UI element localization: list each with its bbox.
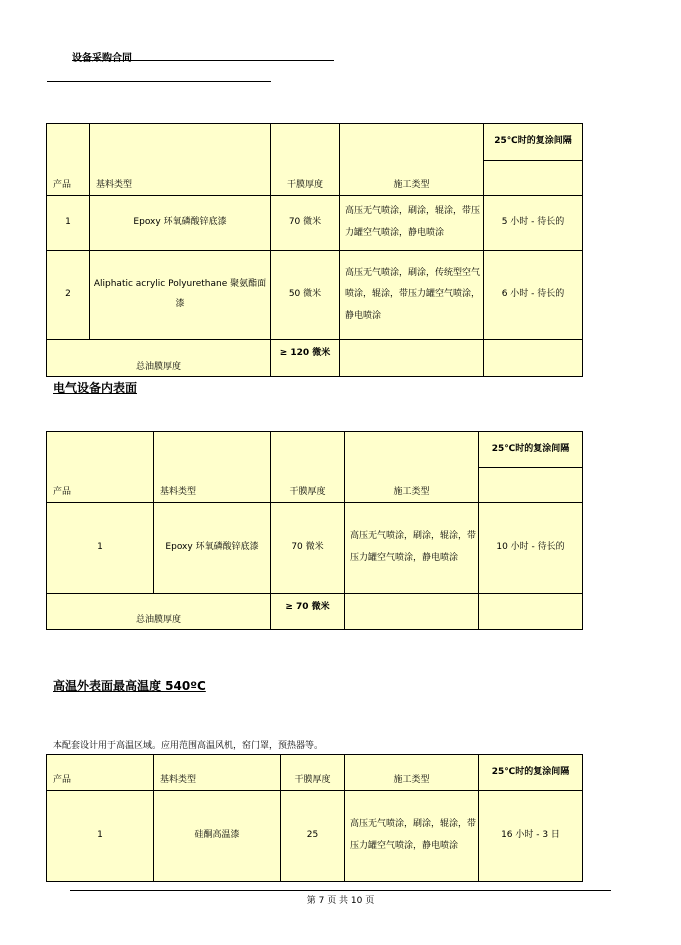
empty-cell: [340, 340, 484, 377]
product-number: 1: [47, 196, 90, 251]
recoat-sub-cell: [479, 468, 583, 503]
total-thickness-label: 总油膜厚度: [47, 340, 271, 377]
col-header-dft: 干膜厚度: [271, 124, 340, 196]
total-row: [47, 340, 583, 377]
col-header-product: 产品: [47, 755, 154, 791]
recoat-interval: 16 小时 - 3 日: [479, 791, 583, 882]
recoat-interval: 10 小时 - 待长的: [479, 503, 583, 594]
empty-cell: [345, 594, 479, 630]
empty-cell: [479, 594, 583, 630]
application-method: 高压无气喷涂，刷涂，辊涂，带压力罐空气喷涂，静电喷涂: [340, 196, 484, 251]
recoat-interval: 5 小时 - 待长的: [484, 196, 583, 251]
recoat-sub-cell: [484, 161, 583, 196]
empty-cell: [484, 340, 583, 377]
col-header-base-type: 基料类型: [154, 755, 281, 791]
base-type: Epoxy 环氧磷酸锌底漆: [154, 503, 271, 594]
base-type: Epoxy 环氧磷酸锌底漆: [90, 196, 271, 251]
dry-film-thickness: 70 微米: [271, 196, 340, 251]
total-thickness-value: ≥ 70 微米: [271, 594, 345, 630]
dry-film-thickness: 70 微米: [271, 503, 345, 594]
table-row: [47, 791, 583, 882]
table-row: [47, 196, 583, 251]
application-method: 高压无气喷涂，刷涂，辊涂，带压力罐空气喷涂，静电喷涂: [345, 503, 479, 594]
col-header-recoat: 25℃时的复涂间隔: [479, 755, 583, 791]
header-underline: [72, 60, 334, 61]
col-header-base-type: 基料类型: [90, 124, 271, 196]
total-row: [47, 594, 583, 630]
base-type: Aliphatic acrylic Polyurethane 聚氨酯面漆: [90, 251, 271, 340]
dry-film-thickness: 50 微米: [271, 251, 340, 340]
col-header-method: 施工类型: [345, 755, 479, 791]
application-method: 高压无气喷涂，刷涂，传统型空气喷涂，辊涂，带压力罐空气喷涂，静电喷涂: [340, 251, 484, 340]
recoat-interval: 6 小时 - 待长的: [484, 251, 583, 340]
col-header-recoat: 25℃时的复涂间隔: [479, 432, 583, 468]
page-number: 第 7 页 共 10 页: [306, 896, 375, 906]
document-header-title: 设备采购合同: [72, 53, 132, 64]
application-method: 高压无气喷涂，刷涂，辊涂，带压力罐空气喷涂，静电喷涂: [345, 791, 479, 882]
coating-table-2: [46, 431, 583, 630]
section-title-high-temp: 高温外表面最高温度 540ºC: [53, 679, 206, 693]
dry-film-thickness: 25: [281, 791, 345, 882]
col-header-method: 施工类型: [345, 432, 479, 503]
col-header-product: 产品: [47, 124, 90, 196]
coating-table-1: [46, 123, 583, 377]
base-type: 硅酮高温漆: [154, 791, 281, 882]
col-header-base-type: 基料类型: [154, 432, 271, 503]
product-number: 1: [47, 503, 154, 594]
col-header-dft: 干膜厚度: [271, 432, 345, 503]
section-title-electrical-interior: 电气设备内表面: [53, 381, 138, 395]
total-thickness-value: ≥ 120 微米: [271, 340, 340, 377]
product-number: 2: [47, 251, 90, 340]
col-header-method: 施工类型: [340, 124, 484, 196]
coating-table-3: [46, 754, 583, 882]
col-header-recoat: 25℃时的复涂间隔: [484, 124, 583, 161]
table-row: [47, 251, 583, 340]
product-number: 1: [47, 791, 154, 882]
col-header-dft: 干膜厚度: [281, 755, 345, 791]
total-thickness-label: 总油膜厚度: [47, 594, 271, 630]
footer-divider: [70, 890, 611, 891]
section-note: 本配套设计用于高温区域。应用范围高温风机，窑门罩，预热器等。: [53, 741, 324, 751]
col-header-product: 产品: [47, 432, 154, 503]
table-row: [47, 503, 583, 594]
header-divider: [47, 81, 271, 82]
